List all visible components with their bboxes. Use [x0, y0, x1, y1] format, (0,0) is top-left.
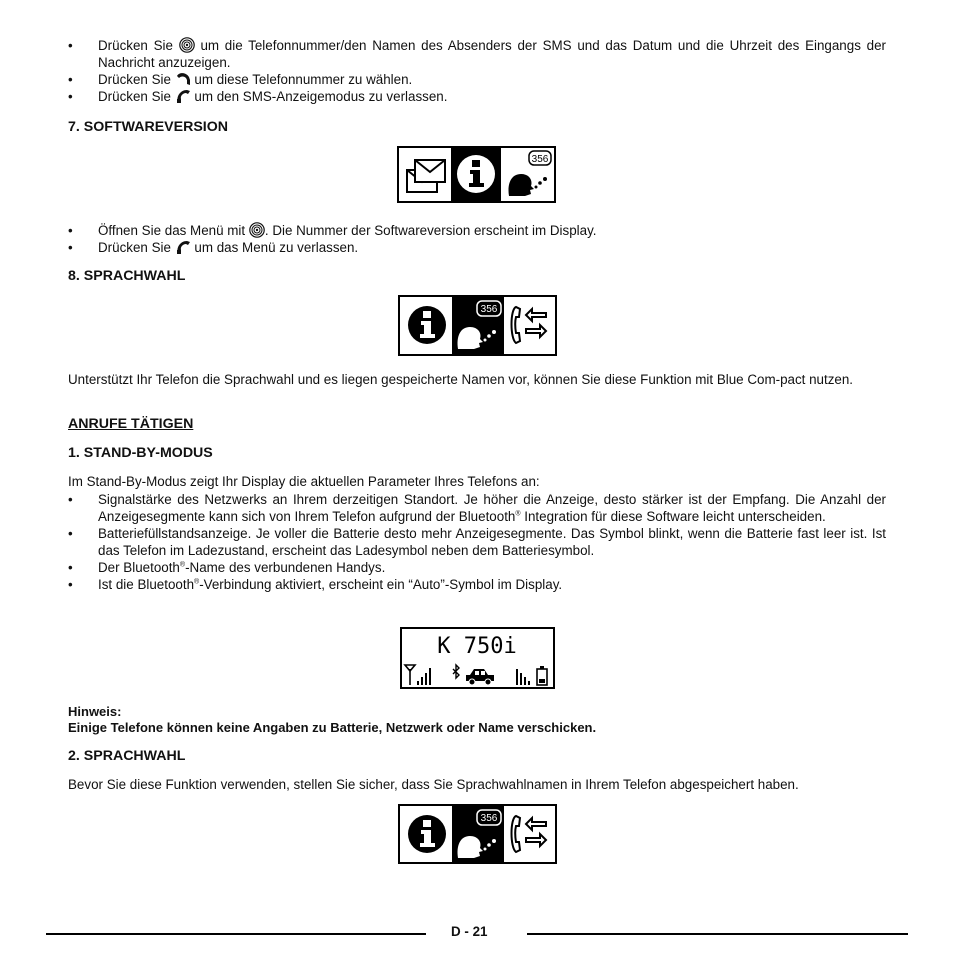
softwareversion-bullets [68, 222, 886, 256]
lcd-standby-screen [402, 629, 553, 687]
bullet-text: Drücken Sie [98, 89, 171, 104]
list-item [68, 71, 886, 88]
list-item [68, 222, 886, 239]
footer-rule-right [527, 933, 908, 935]
call-button-icon [175, 71, 191, 87]
contact-transfer-icon [512, 307, 547, 343]
section-heading-sprachwahl: 8. SPRACHWAHL [68, 268, 186, 284]
note-label: Hinweis: [68, 704, 122, 719]
car-icon [466, 669, 494, 685]
voice-paragraph: Bevor Sie diese Funktion verwenden, stellen Sie sicher, dass Sie Sprachwahlnamen in Ihrem Telefon abgespeichert haben. [68, 777, 799, 792]
bullet-text: um die Telefonnummer/den Namen des Absenders der SMS und das Datum und die Uhrzeit des Eingangs der Nachricht anzuzeigen. [98, 38, 886, 70]
signal-strength-icon [405, 665, 431, 685]
bluetooth-icon [453, 665, 459, 678]
standby-intro: Im Stand-By-Modus zeigt Ihr Display die aktuellen Parameter Ihres Telefons an: [68, 474, 540, 489]
bullet-text: Ist die Bluetooth [98, 577, 195, 592]
lcd-display-standby [400, 627, 555, 689]
bullet-text: Signalstärke des Netzwerks an Ihrem derzeitigen Standort. Je höher die Anzeige, desto stärker ist der Empfang. Die Anzahl der Anzeigesegmente kann sich von Ihrem Telefon aufgrund der Bluetooth [98, 492, 886, 524]
lcd-display-softwareversion [397, 146, 556, 203]
section-heading-anrufe: ANRUFE TÄTIGEN [68, 416, 194, 432]
bullet-text: um diese Telefonnummer zu wählen. [194, 72, 413, 87]
hangup-button-icon [175, 88, 191, 104]
list-item [68, 576, 886, 593]
bullet-text: Öffnen Sie das Menü mit [98, 223, 246, 238]
bullet-text: -Name des verbundenen Handys. [185, 560, 386, 575]
sms-bullets [68, 37, 886, 105]
bullet-text: Drücken Sie [98, 240, 171, 255]
lcd-menu-icons [399, 148, 554, 201]
bullet-text: Integration für diese Software leicht unterscheiden. [520, 509, 826, 524]
sprachwahl-paragraph: Unterstützt Ihr Telefon die Sprachwahl und es liegen gespeicherte Namen vor, können Sie diese Funktion mit Blue Com-pact nutzen. [68, 372, 854, 387]
list-item [68, 239, 886, 256]
list-item [68, 88, 886, 105]
section-heading-standby: 1. STAND-BY-MODUS [68, 445, 213, 461]
envelope-icon [407, 160, 445, 192]
lcd-menu-icons [400, 297, 555, 354]
info-icon [408, 815, 446, 853]
section-heading-softwareversion: 7. SOFTWAREVERSION [68, 119, 229, 135]
note-text: Einige Telefone können keine Angaben zu Batterie, Netzwerk oder Name verschicken. [68, 720, 597, 735]
list-item [68, 525, 886, 559]
bullet-text: Drücken Sie [98, 72, 171, 87]
section-heading-sprachwahl-2: 2. SPRACHWAHL [68, 748, 186, 764]
info-icon [408, 306, 446, 344]
voice-badge-number: 356 [480, 304, 498, 315]
lcd-menu-icons [400, 806, 555, 862]
bullet-text: Drücken Sie [98, 38, 173, 53]
info-icon [457, 155, 495, 193]
menu-button-icon [249, 222, 265, 238]
list-item [68, 37, 886, 71]
list-item [68, 559, 886, 576]
voice-dial-icon [509, 174, 548, 196]
battery-level-icon [516, 669, 530, 685]
lcd-phone-name: K 750i [437, 634, 517, 659]
bullet-text: . Die Nummer der Softwareversion erscheint im Display. [264, 223, 597, 238]
bullet-text: -Verbindung aktiviert, erscheint ein “Auto”-Symbol im Display. [199, 577, 563, 592]
lcd-display-voice-dial [398, 804, 557, 864]
bullet-text: um das Menü zu verlassen. [194, 240, 359, 255]
hangup-button-icon [175, 239, 191, 255]
page-number: D - 21 [451, 924, 488, 939]
voice-badge-number: 356 [531, 154, 549, 165]
bullet-text: Batteriefüllstandsanzeige. Je voller die Batterie desto mehr Anzeigesegmente. Das Symbol blinkt, wenn die Batterie fast leer ist. Ist das Telefon im Ladezustand, erscheint das Ladesymbol neben dem Batteriesymbol. [98, 526, 886, 558]
list-item [68, 491, 886, 525]
lcd-display-sprachwahl [398, 295, 557, 356]
voice-badge-number: 356 [480, 813, 498, 824]
standby-bullets [68, 491, 886, 593]
footer-rule-left [46, 933, 426, 935]
bullet-text: Der Bluetooth [98, 560, 180, 575]
registered-mark: ® [515, 510, 521, 518]
battery-icon [537, 666, 547, 685]
registered-mark: ® [179, 561, 186, 569]
menu-button-icon [179, 37, 195, 53]
bullet-text: um den SMS-Anzeigemodus zu verlassen. [194, 89, 448, 104]
registered-mark: ® [194, 578, 200, 586]
contact-transfer-icon [512, 816, 547, 852]
